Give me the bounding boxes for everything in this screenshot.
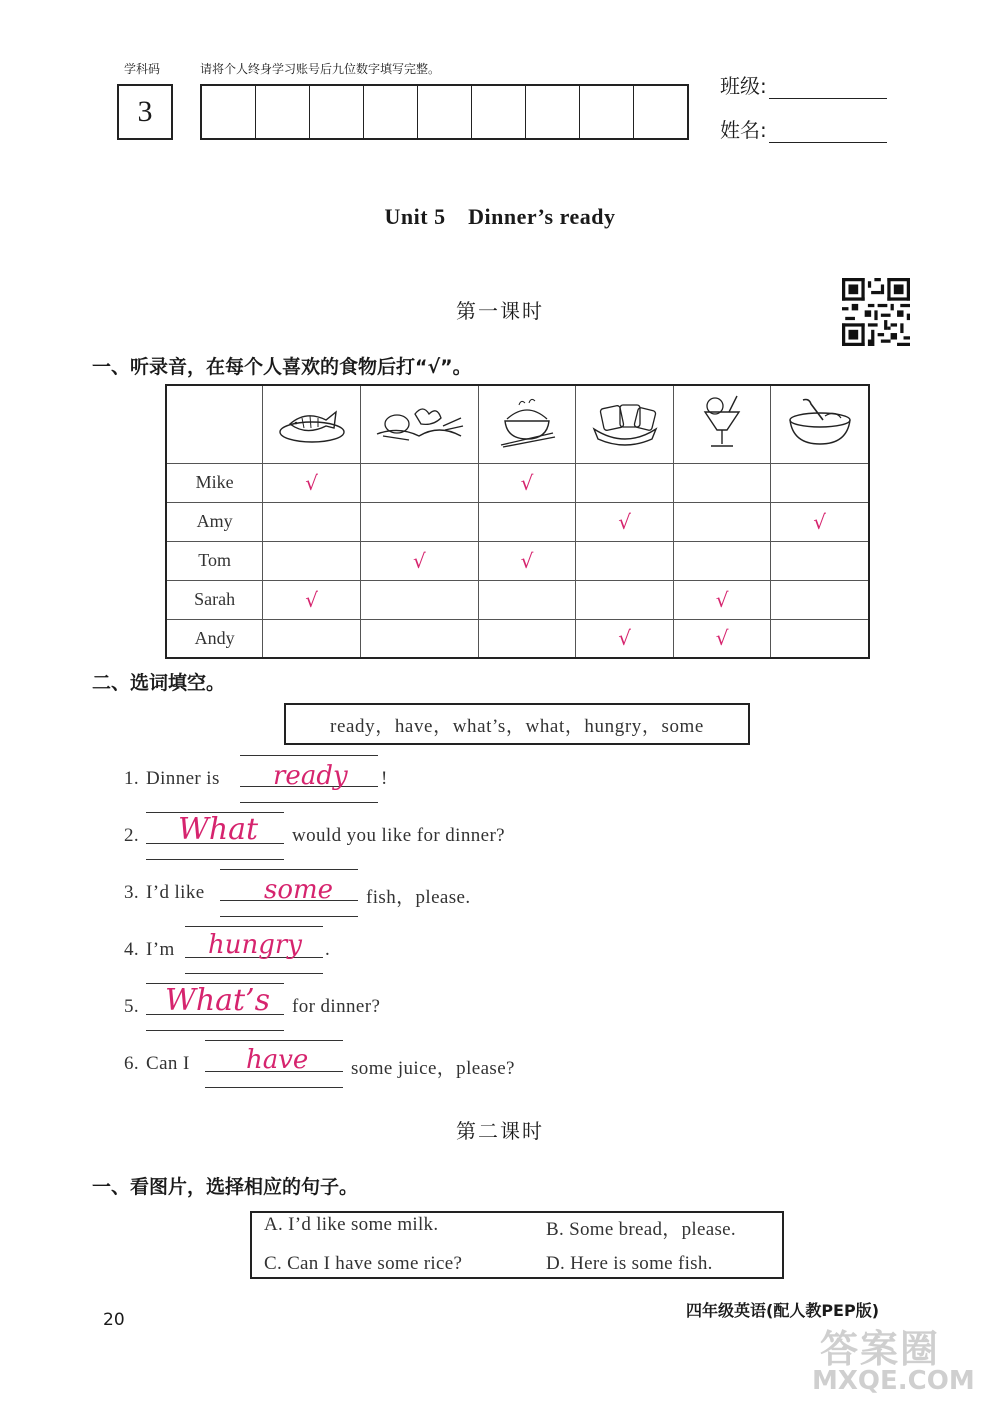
guide-line <box>185 926 323 927</box>
question-6-text-after: some juice，please? <box>351 1058 515 1079</box>
row-name: Andy <box>166 619 263 658</box>
digit-cell[interactable] <box>364 86 418 138</box>
word-bank-box: ready，have，what’s，what，hungry，some <box>284 703 750 745</box>
row-name: Sarah <box>166 580 263 619</box>
check-cell[interactable]: √ <box>673 619 770 658</box>
check-cell[interactable]: √ <box>478 541 576 580</box>
check-cell[interactable]: √ <box>263 463 361 502</box>
check-cell[interactable]: √ <box>771 502 869 541</box>
class-blank[interactable] <box>769 78 887 99</box>
lesson1-title: 第一课时 <box>456 301 544 323</box>
check-cell[interactable]: √ <box>478 463 576 502</box>
row-name: Mike <box>166 463 263 502</box>
check-cell[interactable] <box>478 580 576 619</box>
check-cell[interactable] <box>576 541 674 580</box>
check-cell[interactable] <box>576 463 674 502</box>
check-cell[interactable] <box>360 502 478 541</box>
class-field[interactable] <box>720 70 887 99</box>
check-cell[interactable] <box>360 619 478 658</box>
check-cell[interactable]: √ <box>576 619 674 658</box>
food-header-fish <box>263 385 361 463</box>
digit-cell[interactable] <box>418 86 472 138</box>
check-cell[interactable] <box>771 580 869 619</box>
answer-4[interactable]: hungry <box>208 930 302 960</box>
check-cell[interactable] <box>771 619 869 658</box>
table-row <box>166 580 869 619</box>
row-name: Amy <box>166 502 263 541</box>
guide-line <box>146 859 284 860</box>
digit-cell[interactable] <box>634 86 687 138</box>
row-name: Tom <box>166 541 263 580</box>
question-3-text-after: fish，please. <box>366 887 471 908</box>
answer-2[interactable]: What <box>178 812 259 847</box>
rice-icon <box>497 395 557 449</box>
unit-title: Unit 5 Dinner’s ready <box>384 204 616 229</box>
watermark-logo: 答案圈 <box>820 1327 941 1371</box>
table-row <box>166 541 869 580</box>
guide-line <box>205 1040 343 1041</box>
check-cell[interactable] <box>673 541 770 580</box>
picture-task-heading: 一、看图片，选择相应的句子。 <box>92 1176 359 1198</box>
book-title: 四年级英语(配人教PEP版) <box>686 1301 880 1320</box>
question-4-text-after: . <box>325 939 331 960</box>
check-cell[interactable] <box>771 463 869 502</box>
account-instruction: 请将个人终身学习账号后九位数字填写完整。 <box>200 62 441 76</box>
digit-cell[interactable] <box>580 86 634 138</box>
qr-code-icon[interactable] <box>842 278 910 346</box>
food-header-bread <box>576 385 674 463</box>
name-label: 姓名: <box>720 118 767 142</box>
check-cell[interactable]: √ <box>673 580 770 619</box>
check-cell[interactable] <box>576 580 674 619</box>
guide-line <box>220 869 358 870</box>
digit-cell[interactable] <box>310 86 364 138</box>
page-number: 20 <box>103 1310 125 1330</box>
class-label: 班级: <box>720 74 767 98</box>
answer-3[interactable]: some <box>264 875 334 905</box>
fill-blank-heading: 二、选词填空。 <box>92 672 226 694</box>
question-3-number: 3. <box>124 882 140 903</box>
food-preference-table <box>165 384 870 659</box>
juice-icon <box>697 392 747 452</box>
subject-code-box: 3 <box>117 84 173 140</box>
food-header-soup <box>771 385 869 463</box>
check-cell[interactable] <box>360 463 478 502</box>
check-cell[interactable] <box>263 502 361 541</box>
bread-icon <box>588 395 662 449</box>
question-5-text-after: for dinner? <box>292 996 381 1017</box>
check-cell[interactable]: √ <box>360 541 478 580</box>
check-cell[interactable] <box>263 541 361 580</box>
option-b: B. Some bread，please. <box>546 1219 736 1240</box>
question-1-number: 1. <box>124 768 140 789</box>
digit-cell[interactable] <box>202 86 256 138</box>
option-d: D. Here is some fish. <box>546 1253 713 1274</box>
watermark-url: MXQE.COM <box>812 1366 975 1396</box>
food-header-rice <box>478 385 576 463</box>
guide-line <box>240 755 378 756</box>
listening-task-heading: 一、听录音，在每个人喜欢的食物后打“√”。 <box>92 356 472 378</box>
question-2-number: 2. <box>124 825 140 846</box>
digit-cell[interactable] <box>526 86 580 138</box>
question-4-number: 4. <box>124 939 140 960</box>
check-cell[interactable] <box>263 619 361 658</box>
table-row <box>166 619 869 658</box>
guide-line <box>205 1087 343 1088</box>
option-c: C. Can I have some rice? <box>264 1253 463 1274</box>
vegetables-icon <box>369 396 469 448</box>
question-1-text-after: ! <box>381 768 388 789</box>
food-header-vegetables <box>360 385 478 463</box>
answer-1[interactable]: ready <box>273 761 348 791</box>
name-blank[interactable] <box>769 122 887 143</box>
guide-line <box>185 973 323 974</box>
guide-line <box>220 916 358 917</box>
check-cell[interactable]: √ <box>263 580 361 619</box>
check-cell[interactable] <box>478 619 576 658</box>
question-2-text-after: would you like for dinner? <box>292 825 506 846</box>
answer-6[interactable]: have <box>246 1045 309 1075</box>
table-row <box>166 463 869 502</box>
food-header-juice <box>673 385 770 463</box>
name-field[interactable] <box>720 114 887 143</box>
check-cell[interactable] <box>360 580 478 619</box>
digit-cell[interactable] <box>472 86 526 138</box>
guide-line <box>240 802 378 803</box>
check-cell[interactable] <box>771 541 869 580</box>
question-5-number: 5. <box>124 996 140 1017</box>
guide-line <box>146 1030 284 1031</box>
digit-cell[interactable] <box>256 86 310 138</box>
subject-code-label: 学科码 <box>124 62 161 76</box>
table-corner <box>166 385 263 463</box>
question-6-text-before: Can I <box>146 1053 190 1074</box>
lesson2-title: 第二课时 <box>456 1121 544 1143</box>
check-cell[interactable] <box>673 463 770 502</box>
option-a: A. I’d like some milk. <box>264 1214 439 1235</box>
soup-icon <box>785 394 855 450</box>
question-1-text-before: Dinner is <box>146 768 220 789</box>
question-6-number: 6. <box>124 1053 140 1074</box>
check-cell[interactable] <box>673 502 770 541</box>
question-4-text-before: I’m <box>146 939 175 960</box>
fish-icon <box>274 396 350 448</box>
check-cell[interactable]: √ <box>576 502 674 541</box>
question-3-text-before: I’d like <box>146 882 205 903</box>
table-row <box>166 502 869 541</box>
answer-5[interactable]: What’s <box>165 983 271 1018</box>
check-cell[interactable] <box>478 502 576 541</box>
account-digit-boxes[interactable] <box>200 84 689 140</box>
